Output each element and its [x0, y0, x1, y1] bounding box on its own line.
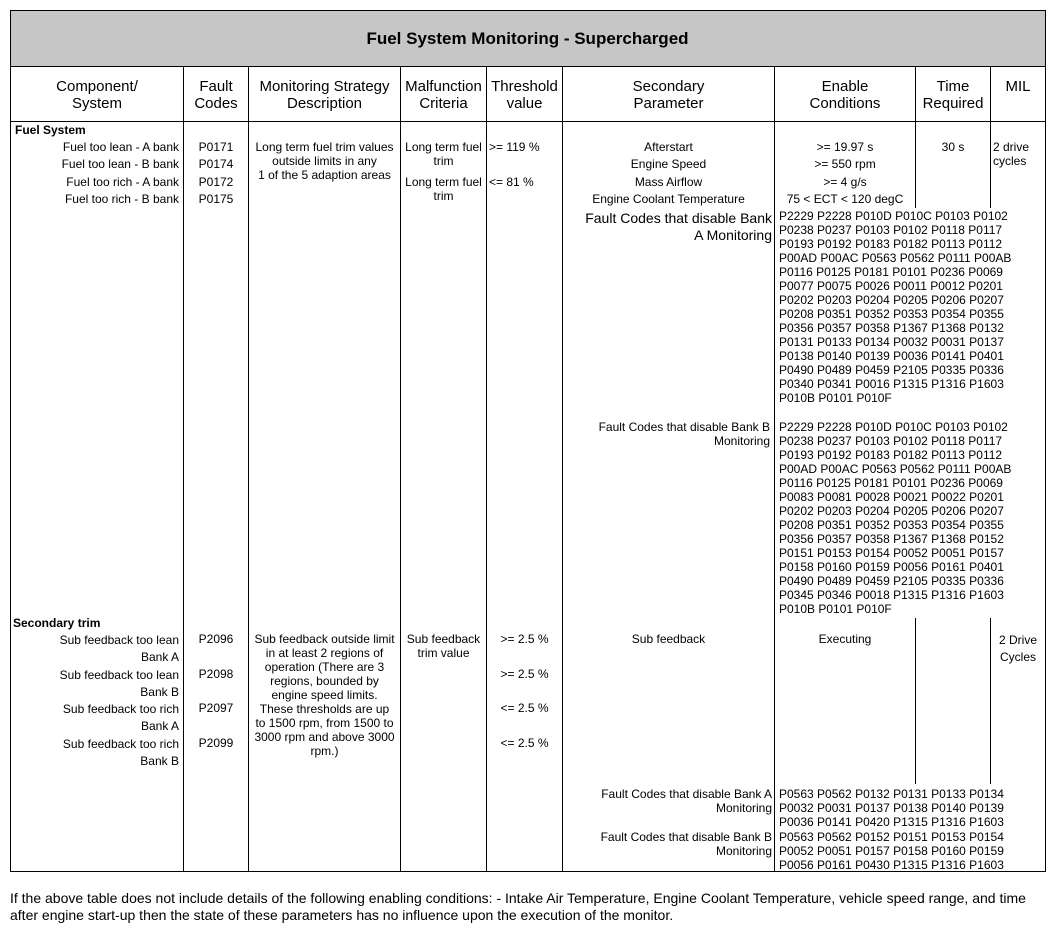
section-fuel-system: Fuel System	[15, 123, 86, 137]
code-line: P0490 P0489 P0459 P2105 P0335 P0336	[779, 574, 1004, 588]
code-line: P0202 P0203 P0204 P0205 P0206 P0207	[779, 293, 1004, 307]
component-name: Sub feedback too lean Bank B	[59, 668, 179, 699]
code-line: P00AD P00AC P0563 P0562 P0111 P00AB	[779, 462, 1012, 476]
component-name: Fuel too rich - A bank	[66, 175, 179, 189]
code-line: P0356 P0357 P0358 P1367 P1368 P0132	[779, 321, 1004, 335]
code-line: P0238 P0237 P0103 P0102 P0118 P0117	[779, 434, 1003, 448]
code-line: P0116 P0125 P0181 P0101 P0236 P0069	[779, 265, 1003, 279]
fault-code: P0172	[198, 175, 234, 189]
secondary-parameter: Mass Airflow	[634, 175, 703, 189]
threshold-lean: >= 119 %	[489, 140, 540, 154]
code-line: P0208 P0351 P0352 P0353 P0354 P0355	[779, 518, 1004, 532]
disable-bank-b-label: Fault Codes that disable Bank B Monitoring	[598, 420, 770, 448]
strategy-description: Long term fuel trim values outside limits in any 1 of the 5 adaption areas	[255, 140, 394, 182]
section-secondary-trim: Secondary trim	[13, 616, 101, 630]
malfunction-criteria-lean: Long term fuel trim	[405, 140, 482, 168]
enable-condition: >= 19.97 s	[816, 140, 874, 154]
code-line: P0193 P0192 P0183 P0182 P0113 P0112	[779, 237, 1003, 251]
footer-note: If the above table does not include details of the following enabling conditions: - Intake Air Temperature, Engine Coolant Temperature, vehicle speed range, and time after engine start-up then the state of these parameters has no influence upon the execution of the monitor.	[10, 890, 1026, 923]
code-line: P0356 P0357 P0358 P1367 P1368 P0152	[779, 532, 1004, 546]
component-name: Fuel too rich - B bank	[64, 192, 179, 206]
code-line: P0052 P0051 P0157 P0158 P0160 P0159	[779, 844, 1004, 858]
header-time: Time Required	[922, 78, 984, 112]
code-line: P00AD P00AC P0563 P0562 P0111 P00AB	[779, 251, 1012, 265]
fault-code: P0174	[198, 157, 234, 171]
malfunction-criteria: Sub feedback trim value	[406, 632, 481, 660]
code-line: P0563 P0562 P0152 P0151 P0153 P0154	[779, 830, 1004, 844]
secondary-parameter: Afterstart	[644, 140, 693, 154]
fault-code: P2098	[198, 667, 234, 681]
code-line: P0131 P0133 P0134 P0032 P0031 P0137	[779, 335, 1004, 349]
code-line: P0238 P0237 P0103 P0102 P0118 P0117	[779, 223, 1003, 237]
code-line: P2229 P2228 P010D P010C P0103 P0102	[779, 209, 1008, 223]
code-line: P0077 P0075 P0026 P0011 P0012 P0201	[779, 279, 1003, 293]
disable-bank-b-label: Fault Codes that disable Bank B Monitoring	[600, 830, 772, 858]
code-line: P0193 P0192 P0183 P0182 P0113 P0112	[779, 448, 1003, 462]
disable-bank-b-codes	[779, 830, 1004, 872]
code-line: P0056 P0161 P0430 P1315 P1316 P1603	[779, 858, 1004, 872]
secondary-parameter: Sub feedback	[631, 632, 706, 646]
code-line: P0202 P0203 P0204 P0205 P0206 P0207	[779, 504, 1004, 518]
enable-condition: >= 4 g/s	[823, 175, 867, 189]
disable-bank-a-label: Fault Codes that disable Bank A Monitoring	[585, 210, 772, 243]
threshold-value: >= 2.5 %	[500, 667, 549, 681]
enable-condition: 75 < ECT < 120 degC	[786, 192, 904, 206]
threshold-value: <= 2.5 %	[500, 701, 549, 715]
mil-value: 2 drive cycles	[993, 140, 1030, 168]
header-secondary: Secondary Parameter	[632, 78, 705, 112]
component-name: Sub feedback too rich Bank A	[62, 702, 179, 733]
header-divider	[10, 121, 1046, 122]
fault-code: P2096	[198, 632, 234, 646]
threshold-value: >= 2.5 %	[500, 632, 549, 646]
code-line: P0340 P0341 P0016 P1315 P1316 P1603	[779, 377, 1004, 391]
malfunction-criteria-rich: Long term fuel trim	[405, 175, 482, 203]
time-required: 30 s	[941, 140, 965, 154]
code-line: P0490 P0489 P0459 P2105 P0335 P0336	[779, 363, 1004, 377]
code-line: P0151 P0153 P0154 P0052 P0051 P0157	[779, 546, 1004, 560]
table-border-left	[10, 10, 11, 872]
header-enable: Enable Conditions	[809, 78, 881, 112]
table-border-top	[10, 10, 1046, 11]
code-line: P0158 P0160 P0159 P0056 P0161 P0401	[779, 560, 1004, 574]
col-sep-4	[486, 66, 487, 872]
enable-condition: Executing	[818, 632, 872, 646]
enable-condition: >= 550 rpm	[814, 157, 876, 171]
component-name: Sub feedback too lean Bank A	[59, 633, 179, 664]
component-name: Fuel too lean - A bank	[62, 140, 179, 154]
disable-bank-a-codes	[779, 787, 1004, 829]
code-line: P0083 P0081 P0028 P0021 P0022 P0201	[779, 490, 1004, 504]
secondary-parameter: Engine Speed	[630, 157, 707, 171]
fault-code: P2099	[198, 736, 234, 750]
threshold-rich: <= 81 %	[489, 175, 534, 189]
threshold-value: <= 2.5 %	[500, 736, 549, 750]
code-line: P0116 P0125 P0181 P0101 P0236 P0069	[779, 476, 1003, 490]
mil-value: 2 Drive Cycles	[998, 633, 1037, 664]
code-line: P0032 P0031 P0137 P0138 P0140 P0139	[779, 801, 1004, 815]
code-line: P2229 P2228 P010D P010C P0103 P0102	[779, 420, 1008, 434]
code-line: P0036 P0141 P0420 P1315 P1316 P1603	[779, 815, 1004, 829]
header-malfunction: Malfunction Criteria	[405, 78, 482, 112]
fault-code: P0171	[198, 140, 234, 154]
code-line: P0208 P0351 P0352 P0353 P0354 P0355	[779, 307, 1004, 321]
col-sep-7b	[915, 618, 916, 784]
disable-bank-b-codes	[779, 420, 1011, 616]
secondary-parameter: Engine Coolant Temperature	[592, 192, 745, 206]
component-name: Sub feedback too rich Bank B	[62, 737, 179, 768]
header-threshold: Threshold value	[491, 78, 558, 112]
code-line: P0138 P0140 P0139 P0036 P0141 P0401	[779, 349, 1004, 363]
header-mil: MIL	[1005, 78, 1031, 95]
code-line: P010B P0101 P010F	[779, 391, 892, 405]
header-strategy: Monitoring Strategy Description	[259, 78, 390, 112]
disable-bank-a-label: Fault Codes that disable Bank A Monitoring	[601, 787, 772, 815]
fault-code: P0175	[198, 192, 234, 206]
code-line: P010B P0101 P010F	[779, 602, 892, 616]
strategy-description: Sub feedback outside limit in at least 2 regions of operation (There are 3 regions, bounded by engine speed limits. These thresholds are up to 1500 rpm, from 1500 to 3000 rpm and above 3000 rpm.)	[254, 632, 395, 758]
table-border-right	[1045, 10, 1046, 872]
header-fault-codes: Fault Codes	[194, 78, 238, 112]
fault-code: P2097	[198, 701, 234, 715]
disable-bank-a-codes	[779, 209, 1011, 405]
code-line: P0345 P0346 P0018 P1315 P1316 P1603	[779, 588, 1004, 602]
component-name: Fuel too lean - B bank	[61, 157, 179, 171]
header-component: Component/ System	[56, 78, 138, 112]
page-title: Fuel System Monitoring - Supercharged	[366, 29, 689, 48]
title-divider	[10, 66, 1046, 67]
code-line: P0563 P0562 P0132 P0131 P0133 P0134	[779, 787, 1004, 801]
